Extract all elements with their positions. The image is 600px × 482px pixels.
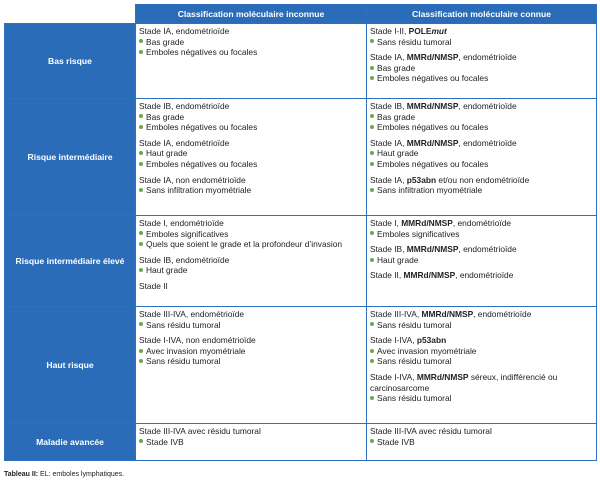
risk-category-label: Risque intermédiaire élevé xyxy=(5,216,136,307)
criteria-group xyxy=(370,52,593,84)
stage-text: Stade III-IVA, endométrioïde xyxy=(139,309,245,319)
criteria-item xyxy=(139,47,363,58)
criteria-group xyxy=(139,426,363,447)
criteria-item xyxy=(139,356,363,367)
criteria-item xyxy=(139,122,363,133)
molecular-marker: MMRd/NMSP xyxy=(406,244,459,255)
green-bullet-icon xyxy=(139,39,143,43)
molecular-marker: POLE xyxy=(408,26,432,36)
molecular-marker: MMRd/NMSP xyxy=(403,270,456,281)
stage-text: Stade III-IVA avec résidu tumoral xyxy=(139,426,261,436)
stage-text: Stade I, endométrioïde xyxy=(139,218,224,228)
criteria-text: Emboles négatives ou focales xyxy=(146,158,258,169)
green-bullet-icon xyxy=(139,125,143,129)
criteria-text: Sans résidu tumoral xyxy=(377,36,452,47)
criteria-group xyxy=(139,335,363,367)
stage-text: , endométrioïde xyxy=(473,309,532,319)
criteria-text: Bas grade xyxy=(377,111,416,122)
criteria-item xyxy=(139,346,363,357)
criteria-text: Sans résidu tumoral xyxy=(377,319,452,330)
stage-title xyxy=(370,101,593,112)
molecular-marker: MMRd/NMSP xyxy=(406,52,459,63)
stage-text: Stade III-IVA, xyxy=(370,309,422,319)
green-bullet-icon xyxy=(139,439,143,443)
criteria-item xyxy=(370,122,593,133)
molecular-marker-suffix: mut xyxy=(431,26,447,36)
green-bullet-icon xyxy=(139,349,143,353)
stage-title xyxy=(139,175,363,186)
risk-category-label: Maladie avancée xyxy=(5,424,136,461)
criteria-item xyxy=(370,320,593,331)
stage-text: Stade I-IVA, xyxy=(370,371,417,382)
criteria-item xyxy=(370,159,593,170)
criteria-group xyxy=(370,138,593,170)
criteria-text: Avec invasion myométriale xyxy=(146,345,246,356)
table-row xyxy=(5,424,597,461)
stage-title xyxy=(370,175,593,186)
stage-title xyxy=(139,335,363,346)
stage-text: , endométrioïde xyxy=(452,218,512,228)
criteria-item xyxy=(370,73,593,84)
criteria-item xyxy=(139,437,363,448)
criteria-text: Sans résidu tumoral xyxy=(377,356,452,367)
stage-title xyxy=(139,218,363,229)
green-bullet-icon xyxy=(139,188,143,192)
green-bullet-icon xyxy=(139,359,143,363)
criteria-item xyxy=(370,393,593,404)
criteria-text: Emboles négatives ou focales xyxy=(146,47,258,58)
caption-label: Tableau II: xyxy=(4,471,39,478)
molecular-marker: MMRd/NMSP xyxy=(401,218,453,228)
criteria-text: Haut grade xyxy=(377,148,419,159)
criteria-text: Sans résidu tumoral xyxy=(377,393,452,404)
criteria-text: Sans résidu tumoral xyxy=(146,319,221,330)
criteria-item xyxy=(139,185,363,196)
green-bullet-icon xyxy=(370,188,374,192)
green-bullet-icon xyxy=(139,162,143,166)
criteria-item xyxy=(370,437,593,448)
unknown-classification-cell xyxy=(136,307,367,424)
criteria-group xyxy=(370,335,593,367)
stage-text: Stade I, xyxy=(370,218,402,228)
criteria-group xyxy=(139,101,363,133)
stage-text: Stade III-IVA avec résidu tumoral xyxy=(370,426,492,436)
criteria-item xyxy=(370,112,593,123)
criteria-item xyxy=(139,265,363,276)
criteria-group xyxy=(370,218,593,239)
green-bullet-icon xyxy=(370,162,374,166)
risk-category-label: Haut risque xyxy=(5,307,136,424)
criteria-text: Haut grade xyxy=(146,265,188,276)
unknown-classification-cell xyxy=(136,99,367,216)
criteria-text: Bas grade xyxy=(377,62,416,73)
table-caption xyxy=(4,471,124,478)
stage-title xyxy=(370,218,593,229)
unknown-classification-cell xyxy=(136,424,367,461)
header-row xyxy=(5,5,597,24)
stage-text: , endométrioïde xyxy=(458,52,517,63)
stage-title xyxy=(370,52,593,63)
criteria-item xyxy=(139,229,363,240)
criteria-group xyxy=(370,270,593,281)
stage-text: Stade I-IVA, non endométrioïde xyxy=(139,335,256,346)
criteria-text: Stade IVB xyxy=(146,436,184,447)
green-bullet-icon xyxy=(370,258,374,262)
table-row xyxy=(5,216,597,307)
stage-text: Stade II, xyxy=(370,270,404,281)
criteria-group xyxy=(370,101,593,133)
criteria-text: Avec invasion myométriale xyxy=(377,345,477,356)
green-bullet-icon xyxy=(370,151,374,155)
criteria-text: Emboles significatives xyxy=(146,228,229,239)
criteria-text: Sans infiltration myométriale xyxy=(146,185,252,196)
green-bullet-icon xyxy=(139,242,143,246)
criteria-item xyxy=(370,63,593,74)
criteria-item xyxy=(139,148,363,159)
criteria-text: Sans résidu tumoral xyxy=(146,356,221,367)
stage-title xyxy=(139,426,363,437)
green-bullet-icon xyxy=(139,268,143,272)
criteria-group xyxy=(370,372,593,404)
molecular-marker: p53abn xyxy=(416,335,447,346)
criteria-text: Emboles négatives ou focales xyxy=(377,158,489,169)
green-bullet-icon xyxy=(370,322,374,326)
criteria-group xyxy=(139,281,363,292)
green-bullet-icon xyxy=(370,114,374,118)
stage-text: séreux, indifférencié ou carcinosarcome xyxy=(370,371,558,393)
header-known-classification: Classification moléculaire connue xyxy=(367,5,597,24)
criteria-item xyxy=(370,185,593,196)
criteria-group xyxy=(370,309,593,330)
stage-title xyxy=(370,138,593,149)
green-bullet-icon xyxy=(370,359,374,363)
criteria-text: Quels que soient le grade et la profondeur d’invasion xyxy=(146,239,343,250)
green-bullet-icon xyxy=(139,231,143,235)
criteria-item xyxy=(139,320,363,331)
green-bullet-icon xyxy=(139,50,143,54)
stage-title xyxy=(370,244,593,255)
criteria-text: Emboles négatives ou focales xyxy=(146,122,258,133)
stage-title xyxy=(139,255,363,266)
criteria-group xyxy=(370,26,593,47)
stage-title xyxy=(370,26,593,37)
stage-text: Stade IB, endométrioïde xyxy=(139,254,230,265)
criteria-item xyxy=(370,37,593,48)
stage-title xyxy=(370,270,593,281)
stage-title xyxy=(370,426,593,437)
stage-text: , endométrioïde xyxy=(458,244,517,255)
known-classification-cell xyxy=(367,24,597,99)
criteria-text: Bas grade xyxy=(146,36,185,47)
stage-text: Stade I-IVA, xyxy=(370,335,417,346)
stage-text: , endométrioïde xyxy=(458,137,517,148)
criteria-item xyxy=(370,255,593,266)
known-classification-cell xyxy=(367,99,597,216)
criteria-item xyxy=(370,148,593,159)
green-bullet-icon xyxy=(370,39,374,43)
green-bullet-icon xyxy=(370,231,374,235)
header-unknown-classification: Classification moléculaire inconnue xyxy=(136,5,367,24)
stage-text: Stade IB, endométrioïde xyxy=(139,101,230,111)
criteria-text: Emboles négatives ou focales xyxy=(377,73,489,84)
stage-text: Stade IA, xyxy=(370,52,407,63)
stage-title xyxy=(139,101,363,112)
stage-text: , endométrioïde xyxy=(455,270,514,281)
green-bullet-icon xyxy=(139,322,143,326)
green-bullet-icon xyxy=(139,151,143,155)
stage-text: , endométrioïde xyxy=(458,101,517,111)
criteria-text: Emboles significatives xyxy=(377,228,460,239)
unknown-classification-cell xyxy=(136,216,367,307)
known-classification-cell xyxy=(367,424,597,461)
criteria-group xyxy=(139,26,363,58)
criteria-text: Emboles négatives ou focales xyxy=(377,122,489,133)
caption-text: EL: emboles lymphatiques. xyxy=(38,471,125,478)
stage-text: Stade IA, endométrioïde xyxy=(139,26,230,36)
green-bullet-icon xyxy=(370,66,374,70)
stage-text: Stade IA, xyxy=(370,137,407,148)
molecular-marker: MMRd/NMSP xyxy=(406,137,459,148)
stage-text: Stade IB, xyxy=(370,244,407,255)
table-row xyxy=(5,307,597,424)
criteria-text: Sans infiltration myométriale xyxy=(377,185,483,196)
stage-text: Stade IA, xyxy=(370,174,407,185)
green-bullet-icon xyxy=(139,114,143,118)
criteria-item xyxy=(139,239,363,250)
known-classification-cell xyxy=(367,216,597,307)
criteria-item xyxy=(139,37,363,48)
green-bullet-icon xyxy=(370,76,374,80)
molecular-marker: MMRd/NMSP xyxy=(421,309,474,319)
risk-category-label: Bas risque xyxy=(5,24,136,99)
header-corner xyxy=(5,5,136,24)
stage-text: Stade IA, endométrioïde xyxy=(139,137,230,148)
stage-title xyxy=(139,26,363,37)
stage-title xyxy=(370,309,593,320)
criteria-group xyxy=(139,175,363,196)
stage-text: Stade II xyxy=(139,280,168,291)
stage-text: et/ou non endométrioïde xyxy=(436,174,530,185)
criteria-group xyxy=(139,138,363,170)
criteria-item xyxy=(370,346,593,357)
stage-title xyxy=(139,281,363,292)
criteria-text: Stade IVB xyxy=(377,436,415,447)
stage-text: Stade IA, non endométrioïde xyxy=(139,174,246,185)
known-classification-cell xyxy=(367,307,597,424)
molecular-marker: p53abn xyxy=(406,174,437,185)
criteria-group xyxy=(139,309,363,330)
criteria-group xyxy=(139,255,363,276)
stage-text: Stade IB, xyxy=(370,101,407,111)
criteria-group xyxy=(370,426,593,447)
criteria-group xyxy=(139,218,363,250)
criteria-text: Haut grade xyxy=(377,254,419,265)
risk-classification-table xyxy=(4,4,597,461)
risk-category-label: Risque intermédiaire xyxy=(5,99,136,216)
criteria-group xyxy=(370,244,593,265)
stage-title xyxy=(139,309,363,320)
molecular-marker: MMRd/NMSP xyxy=(406,101,459,111)
criteria-item xyxy=(370,356,593,367)
stage-title xyxy=(370,335,593,346)
criteria-group xyxy=(370,175,593,196)
criteria-text: Haut grade xyxy=(146,148,188,159)
criteria-item xyxy=(139,159,363,170)
table-body xyxy=(5,24,597,461)
table-row xyxy=(5,99,597,216)
green-bullet-icon xyxy=(370,439,374,443)
green-bullet-icon xyxy=(370,396,374,400)
criteria-item xyxy=(370,229,593,240)
unknown-classification-cell xyxy=(136,24,367,99)
table-row xyxy=(5,24,597,99)
criteria-item xyxy=(139,112,363,123)
green-bullet-icon xyxy=(370,125,374,129)
stage-text: Stade I-II, xyxy=(370,26,409,36)
molecular-marker: MMRd/NMSP xyxy=(416,371,469,382)
green-bullet-icon xyxy=(370,349,374,353)
stage-title xyxy=(139,138,363,149)
stage-title xyxy=(370,372,593,393)
criteria-text: Bas grade xyxy=(146,111,185,122)
